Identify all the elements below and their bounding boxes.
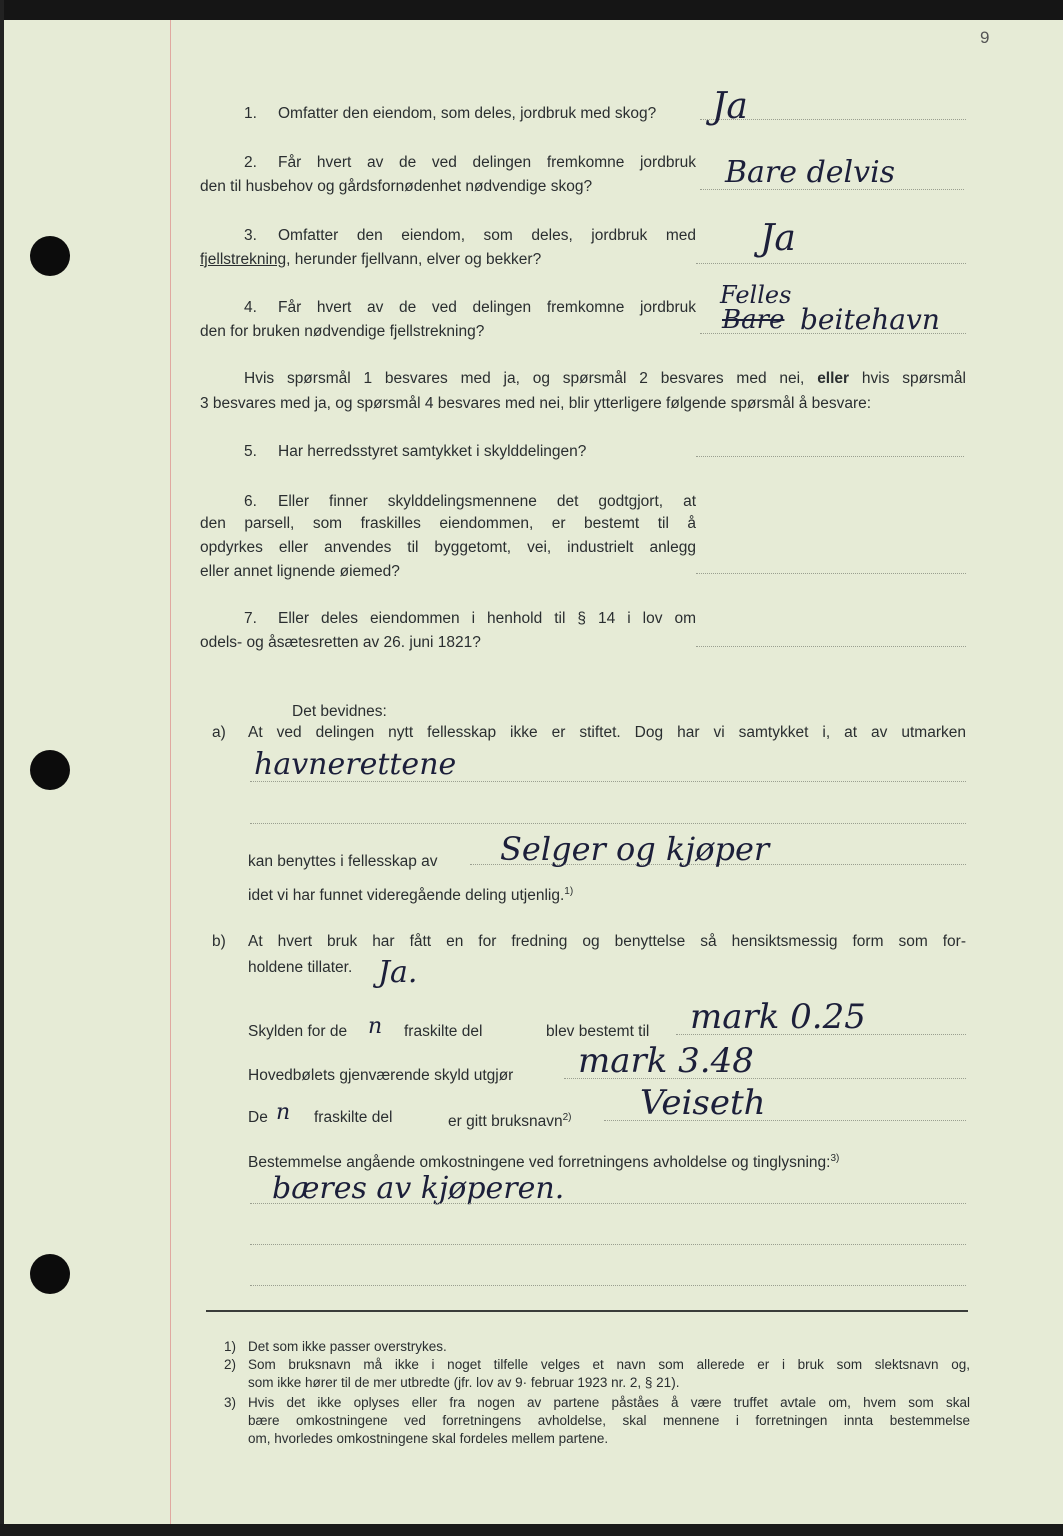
footnote-2-line2: som ikke hører til de mer utbredte (jfr. lov av 9· februar 1923 nr. 2, § 21).: [248, 1375, 680, 1390]
cost-label-text: Bestemmelse angående omkostningene ved forretningens avholdelse og tinglysning:: [248, 1154, 831, 1172]
instruction-bold-eller: eller: [817, 370, 850, 387]
footnote-3-mark: 3): [224, 1395, 237, 1410]
answer-line: [696, 573, 966, 574]
name-label-1: De: [248, 1109, 268, 1126]
question-6-line3: opdyrkes eller anvendes til byggetomt, vei, industrielt anlegg: [200, 539, 696, 556]
item-a-answer1-handwriting: havnerettene: [254, 747, 457, 782]
footnote-ref-3: 3): [830, 1153, 840, 1164]
scan-edge-left: [0, 0, 4, 1536]
punch-hole: [30, 1254, 70, 1294]
question-3-line2-rest: , herunder fjellvann, elver og bekker?: [286, 251, 542, 268]
name-label-3-text: er gitt bruksnavn: [448, 1113, 563, 1131]
item-b-answer-handwriting: Ja.: [378, 955, 418, 990]
item-a-reason-text: idet vi har funnet videregående deling utjenlig.: [248, 887, 565, 905]
question-6-line2: den parsell, som fraskilles eiendommen, er bestemt til å: [200, 515, 696, 532]
remaining-label: Hovedbølets gjenværende skyld utgjør: [248, 1067, 514, 1084]
footnote-3-line1: Hvis det ikke oplyses eller fra nogen av partene påståes å være truffet avtale om, hvem som skal: [248, 1395, 970, 1410]
question-2-line2: den til husbehov og gårdsfornødenhet nødvendige skog?: [200, 178, 593, 195]
certification-heading: Det bevidnes:: [292, 703, 387, 720]
scan-edge-top: [0, 0, 1063, 20]
skyld-label-1: Skylden for de: [248, 1023, 348, 1040]
skyld-label-2: fraskilte del: [404, 1023, 483, 1040]
name-label-3: [448, 1108, 572, 1132]
skyld-label-3: blev bestemt til: [546, 1023, 650, 1040]
question-2-line1: Får hvert av de ved delingen fremkomne jordbruk: [278, 154, 696, 171]
question-6-line1: Eller finner skylddelingsmennene det godtgjort, at: [278, 493, 696, 510]
answer-line: [250, 1244, 966, 1245]
question-3-number: 3.: [244, 227, 257, 244]
answer-4-insert-handwriting: Felles: [720, 281, 792, 309]
instruction-part-a: Hvis spørsmål 1 besvares med ja, og spørsmål 2 besvares med nei,: [244, 370, 805, 387]
item-b-line1: At hvert bruk har fått en for fredning og benyttelse så hensiktsmessig form som for-: [248, 933, 966, 950]
item-a-text: At ved delingen nytt fellesskap ikke er stiftet. Dog har vi samtykket i, at av utmarken: [248, 724, 966, 741]
page-number: 9: [980, 28, 990, 47]
question-1-number: 1.: [244, 105, 257, 122]
question-3-line1: Omfatter den eiendom, som deles, jordbruk med: [278, 227, 696, 244]
answer-line: [250, 1203, 966, 1204]
item-a-reason: [248, 882, 573, 906]
answer-line: [250, 1285, 966, 1286]
question-5-number: 5.: [244, 443, 257, 460]
margin-rule: [170, 20, 171, 1524]
question-7-number: 7.: [244, 610, 257, 627]
footnote-divider: [206, 1310, 968, 1312]
answer-3-handwriting: Ja: [760, 218, 796, 259]
instruction-line1: [244, 369, 966, 389]
question-7-line1: Eller deles eiendommen i henhold til § 14 i lov om: [278, 610, 696, 627]
footnote-ref-1: 1): [564, 886, 574, 897]
footnote-2-mark: 2): [224, 1357, 237, 1372]
question-6-line4: eller annet lignende øiemed?: [200, 563, 400, 580]
answer-1-handwriting: Ja: [712, 86, 748, 127]
instruction-part-c: hvis spørsmål: [861, 370, 966, 387]
answer-2-handwriting: Bare delvis: [725, 155, 896, 190]
item-a-label: a): [212, 724, 226, 741]
item-b-line2: holdene tillater.: [248, 959, 353, 976]
question-3-line2: [200, 250, 541, 270]
question-1-text: Omfatter den eiendom, som deles, jordbruk med skog?: [278, 105, 657, 122]
item-a-answer2-handwriting: Selger og kjøper: [500, 830, 770, 868]
cost-value-handwriting: bæres av kjøperen.: [272, 1171, 565, 1206]
question-6-number: 6.: [244, 493, 257, 510]
fjellstrekning-term: fjellstrekning: [200, 251, 287, 268]
scan-edge-bottom: [0, 1524, 1063, 1536]
answer-line: [696, 456, 964, 457]
answer-line: [696, 263, 966, 264]
remaining-value-handwriting: mark 3.48: [578, 1041, 754, 1081]
skyld-value-handwriting: mark 0.25: [690, 997, 866, 1037]
answer-4-handwriting: beitehavn: [800, 303, 940, 336]
question-5-text: Har herredsstyret samtykket i skylddelingen?: [278, 443, 587, 460]
answer-line: [250, 823, 966, 824]
question-4-line1: Får hvert av de ved delingen fremkomne jordbruk: [278, 299, 696, 316]
footnote-1-line1: Det som ikke passer overstrykes.: [248, 1339, 447, 1354]
name-handwritten-suffix: n: [276, 1100, 291, 1125]
question-7-line2: odels- og åsætesretten av 26. juni 1821?: [200, 634, 481, 651]
instruction-line2: 3 besvares med ja, og spørsmål 4 besvares med nei, blir ytterligere følgende spørsmål å besvare:: [200, 395, 872, 412]
item-b-label: b): [212, 933, 226, 950]
question-4-number: 4.: [244, 299, 257, 316]
footnote-ref-2: 2): [562, 1112, 572, 1123]
footnote-3-line3: om, hvorledes omkostningene skal fordeles mellem partene.: [248, 1431, 609, 1446]
question-2-number: 2.: [244, 154, 257, 171]
name-value-handwriting: Veiseth: [640, 1083, 766, 1123]
punch-hole: [30, 236, 70, 276]
footnote-2-line1: Som bruksnavn må ikke i noget tilfelle velges et navn som allerede er i bruk som slektsnavn og,: [248, 1357, 970, 1372]
answer-line: [696, 646, 966, 647]
item-a-used-label: kan benyttes i fellesskap av: [248, 853, 438, 870]
footnote-3-line2: bære omkostningene ved forretningens avholdelse, skal mennene i forretningen innta bestemmelse: [248, 1413, 970, 1428]
cost-label: [248, 1149, 839, 1173]
skyld-handwritten-suffix: n: [368, 1014, 383, 1039]
punch-hole: [30, 750, 70, 790]
answer-4-struck-handwriting: Bare: [722, 305, 785, 335]
question-4-line2: den for bruken nødvendige fjellstrekning?: [200, 323, 485, 340]
name-label-2: fraskilte del: [314, 1109, 393, 1126]
footnote-1-mark: 1): [224, 1339, 237, 1354]
answer-line: [250, 781, 966, 782]
